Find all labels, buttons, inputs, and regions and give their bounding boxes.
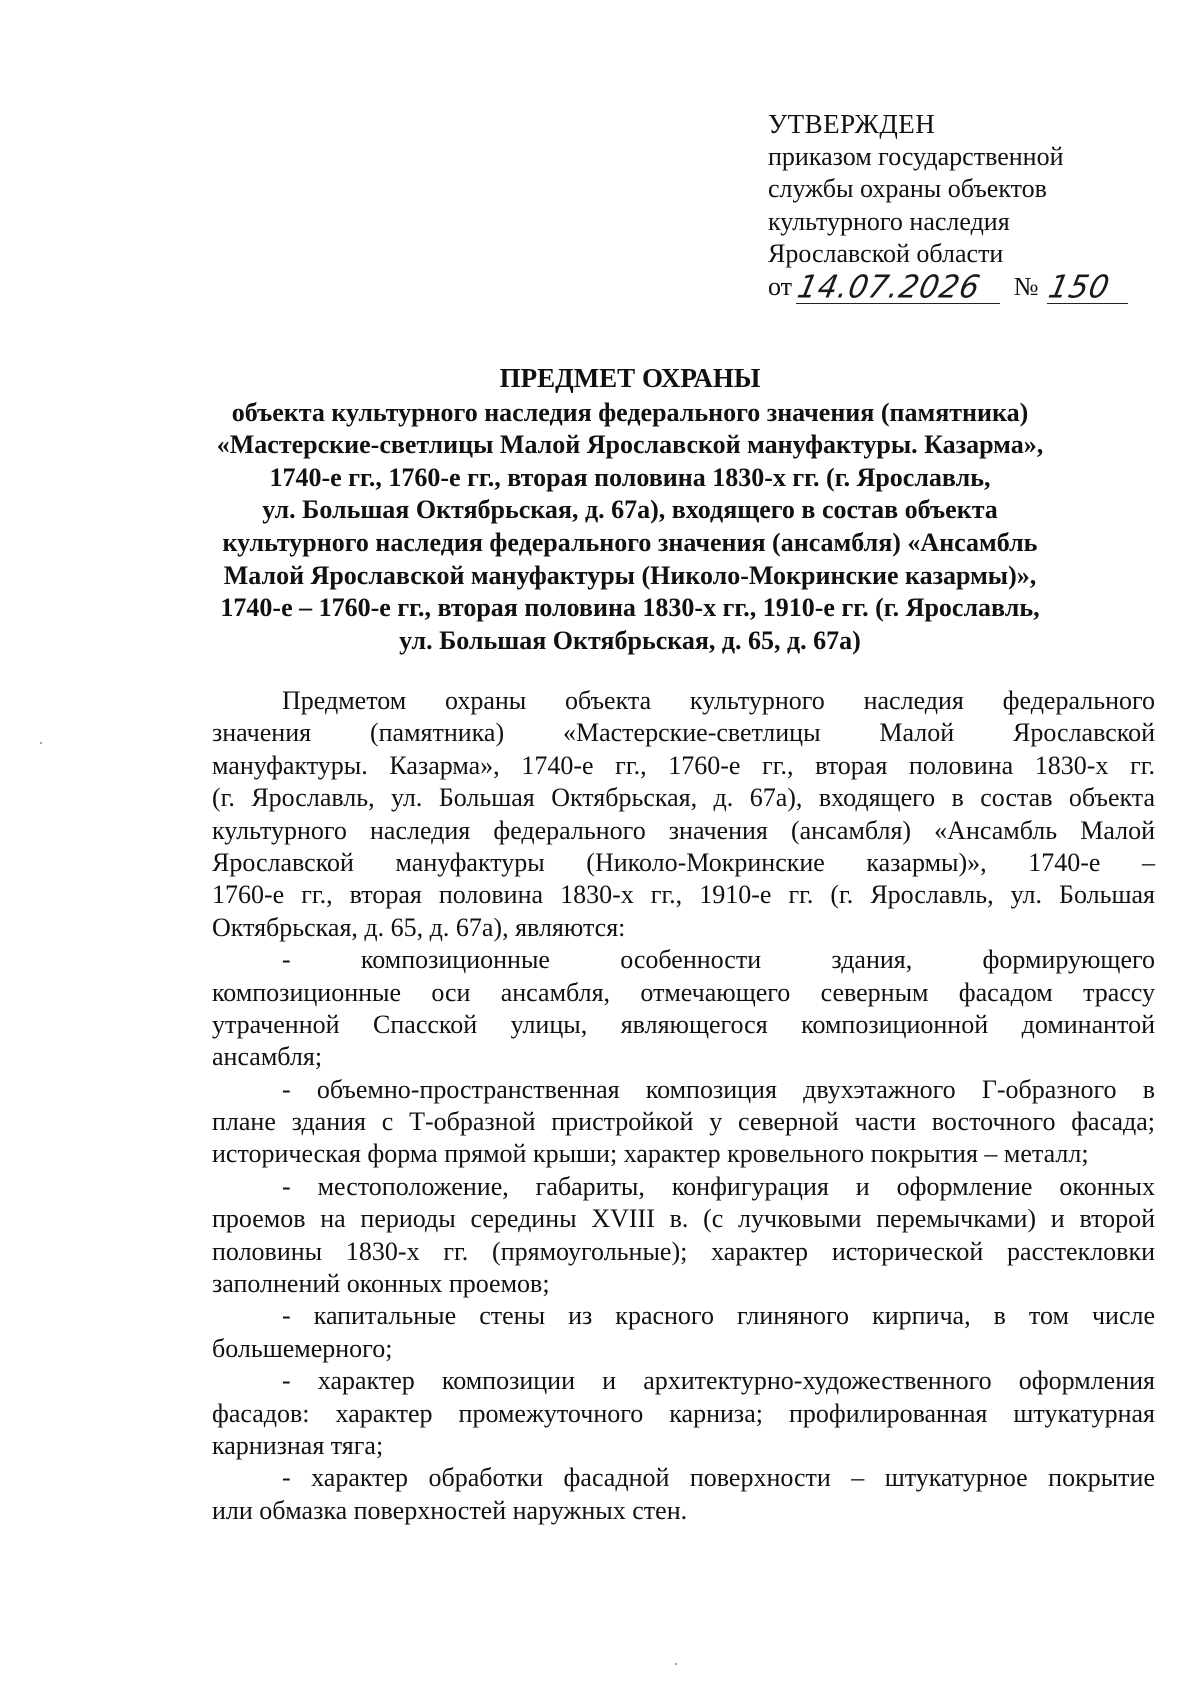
order-date-field: [794, 268, 1000, 306]
title-main: ПРЕДМЕТ ОХРАНЫ: [499, 363, 761, 393]
list-item-line: большемерного;: [212, 1333, 393, 1363]
title-line: «Мастерские-светлицы Малой Ярославской мануфактуры. Казарма»,: [216, 430, 1044, 460]
title-line: объекта культурного наследия федерального значения (памятника): [231, 397, 1029, 427]
list-item-line: - характер обработки фасадной поверхности – штукатурное покрытие: [282, 1463, 1155, 1493]
list-item-line: половины 1830-х гг. (прямоугольные); характер исторической расстекловки: [212, 1236, 1155, 1266]
order-number-field: [1044, 268, 1128, 306]
list-item-line: историческая форма прямой крыши; характер кровельного покрытия – металл;: [212, 1139, 1089, 1169]
list-item-line: заполнений оконных проемов;: [212, 1269, 550, 1299]
title-line: Малой Ярославской мануфактуры (Николо-Мокринские казармы)»,: [223, 560, 1037, 590]
list-item-line: или обмазка поверхностей наружных стен.: [212, 1495, 688, 1525]
scan-speck: [40, 742, 42, 744]
paragraph-line: Ярославской мануфактуры (Николо-Мокринские казармы)», 1740-е –: [212, 847, 1155, 877]
list-item-line: плане здания с Т-образной пристройкой у северной части восточного фасада;: [212, 1107, 1155, 1137]
approval-line: службы охраны объектов: [768, 174, 1047, 203]
handwritten-number: 150: [1044, 268, 1113, 306]
paragraph-line: Октябрьская, д. 65, д. 67а), являются:: [212, 912, 626, 942]
list-item-line: - местоположение, габариты, конфигурация и оформление оконных: [282, 1171, 1155, 1201]
scan-speck: [675, 1663, 677, 1665]
paragraph-line: 1760-е гг., вторая половина 1830-х гг., 1910-е гг. (г. Ярославль, ул. Большая: [212, 880, 1155, 910]
title-line: 1740-е гг., 1760-е гг., вторая половина 1830-х гг. (г. Ярославль,: [269, 462, 991, 492]
document-title: [180, 362, 1080, 657]
list-item: [212, 1462, 1155, 1527]
number-sign: №: [1013, 272, 1039, 301]
list-item-line: - объемно-пространственная композиция двухэтажного Г-образного в: [282, 1074, 1155, 1104]
list-item: [212, 1365, 1155, 1462]
paragraph-line: культурного наследия федерального значения (ансамбля) «Ансамбль Малой: [212, 815, 1155, 845]
list-item: [212, 1300, 1155, 1365]
list-item: [212, 1171, 1155, 1301]
list-item-line: утраченной Спасской улицы, являющегося композиционной доминантой: [212, 1009, 1155, 1039]
title-line: культурного наследия федерального значения (ансамбля) «Ансамбль: [222, 527, 1038, 557]
approval-line: Ярославской области: [768, 239, 1004, 268]
approval-heading: УТВЕРЖДЕН: [768, 109, 936, 139]
date-prefix: от: [768, 272, 793, 301]
document-body: [212, 685, 1155, 1527]
list-item: [212, 944, 1155, 1074]
list-item-line: композиционные оси ансамбля, отмечающего северным фасадом трассу: [212, 977, 1155, 1007]
paragraph-line: (г. Ярославль, ул. Большая Октябрьская, д. 67а), входящего в состав объекта: [212, 783, 1155, 813]
list-item-line: - композиционные особенности здания, формирующего: [282, 945, 1155, 975]
list-item-line: ансамбля;: [212, 1042, 323, 1072]
approval-line: культурного наследия: [768, 206, 1010, 236]
handwritten-date: 14.07.2026: [794, 268, 984, 306]
paragraph-line: мануфактуры. Казарма», 1740-е гг., 1760-е гг., вторая половина 1830-х гг.: [212, 750, 1155, 780]
approval-line: приказом государственной: [768, 141, 1064, 171]
list-item-line: карнизная тяга;: [212, 1430, 384, 1460]
paragraph-line: Предметом охраны объекта культурного наследия федерального: [282, 686, 1155, 715]
list-item: [212, 1074, 1155, 1171]
list-item-line: - характер композиции и архитектурно-художественного оформления: [282, 1366, 1155, 1396]
paragraph-line: значения (памятника) «Мастерские-светлицы Малой Ярославской: [212, 718, 1155, 748]
title-line: ул. Большая Октябрьская, д. 65, д. 67а): [399, 625, 861, 655]
approval-block: [768, 108, 1128, 304]
title-line: 1740-е – 1760-е гг., вторая половина 1830-х гг., 1910-е гг. (г. Ярославль,: [220, 593, 1040, 623]
list-item-line: фасадов: характер промежуточного карниза; профилированная штукатурная: [212, 1398, 1155, 1428]
order-date-number-row: [768, 268, 1128, 306]
list-item-line: - капитальные стены из красного глиняного кирпича, в том числе: [282, 1301, 1155, 1331]
intro-paragraph: [212, 685, 1155, 944]
list-item-line: проемов на периоды середины XVIII в. (с лучковыми перемычками) и второй: [212, 1204, 1155, 1234]
title-line: ул. Большая Октябрьская, д. 67а), входящего в состав объекта: [262, 495, 998, 525]
